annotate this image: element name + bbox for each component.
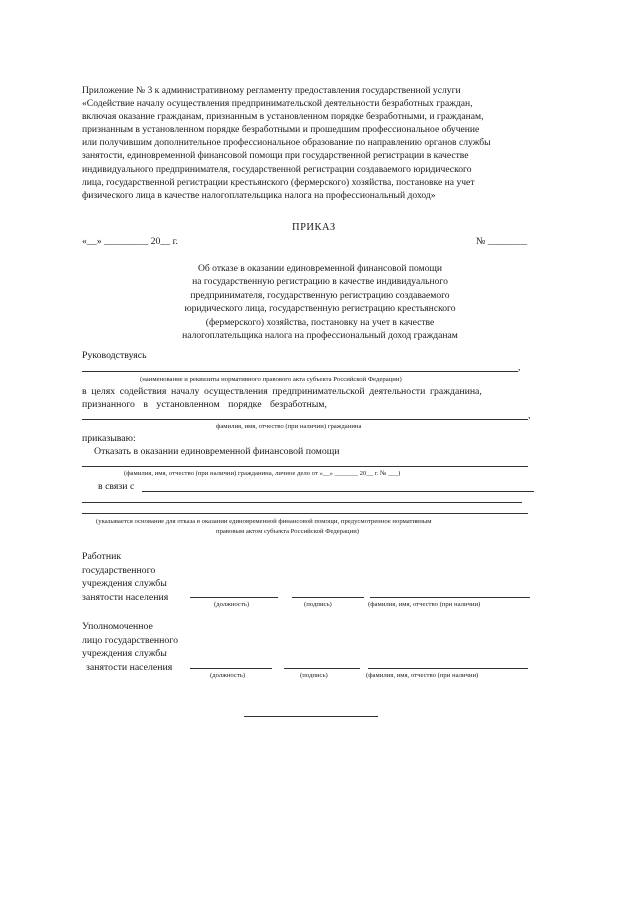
act-hint: (наименование и реквизиты нормативного правового акта субъекта Российской Федерации) [140,376,402,383]
reason-hint: правовым актом субъекта Российской Федерации) [216,528,360,535]
signer-1-role [82,550,168,604]
comma: , [518,362,521,373]
guided-by-label: Руководствуясь [82,350,147,361]
due-to-label: в связи с [98,481,135,492]
preamble-line: физического лица в качестве налогоплательщика налога на профессиональный доход» [82,189,436,201]
position-hint: (должность) [210,672,246,679]
comma: , [528,410,531,421]
role-line: Работник [82,551,122,562]
role-line: государственного [82,564,156,576]
citizen-name-hint: фамилия, имя, отчество (при наличии) гражданина [216,423,362,430]
order-date: «__» _________ 20__ г. [82,236,178,247]
signer-1-signature-line[interactable] [292,597,364,598]
name-hint: (фамилия, имя, отчество (при наличии) [366,672,479,679]
signer-2-signature-line[interactable] [284,668,360,669]
role-line: занятости населения [86,661,173,673]
subject-line: (фермерского) хозяйства, постановку на учет в качестве [205,316,435,328]
role-line: занятости населения [82,591,169,603]
position-hint: (должность) [214,601,250,608]
role-line: Уполномоченное [82,621,153,632]
order-word: приказываю: [82,433,136,444]
signer-1-position-line[interactable] [190,597,278,598]
preamble-line: «Содействие началу осуществления предпринимательской деятельности безработных граждан, [82,98,473,110]
signature-hint: (подпись) [304,601,332,608]
reason-input-line-3[interactable] [82,513,528,514]
preamble-line: включая оказание гражданам, признанным в установленном порядке безработными, и гражданам, [82,111,484,123]
person-hint: (фамилия, имя, отчество (при наличии) гражданина, личное дело от «__» _______ 20__ г. № ___) [124,470,401,477]
name-hint: (фамилия, имя, отчество (при наличии) [368,601,481,608]
preamble-line: занятости, единовременной финансовой помощи при государственной регистрации в качестве [82,150,469,162]
signer-1-name-line[interactable] [370,597,530,598]
preamble-line: или получившим дополнительное профессиональное образование по направлению органов службы [82,137,491,149]
subject-line: юридического лица, государственную регистрацию крестьянского [184,303,456,315]
signer-2-position-line[interactable] [190,668,272,669]
bottom-separator [244,716,378,717]
signer-2-name-line[interactable] [368,668,528,669]
preamble-line: Приложение № 3 к административному регламенту предоставления государственной услуги [82,85,461,96]
subject-line: на государственную регистрацию в качестве индивидуального [192,276,448,288]
subject-line: предпринимателя, государственную регистрацию создаваемого [190,289,450,301]
person-input-line[interactable] [82,466,528,467]
preamble-line: индивидуального предпринимателя, государственной регистрации создаваемого юридического [82,163,472,175]
purpose-line-2: признанного в установленном порядке безработным, [82,399,327,410]
role-line: учреждения службы [82,648,167,659]
order-title: ПРИКАЗ [292,222,336,233]
order-number: № ________ [476,236,527,247]
reason-input-line-1[interactable] [142,491,534,492]
subject-line: налогоплательщика налога на профессиональный доход гражданам [182,330,458,342]
purpose-line-1: в целях содействия началу осуществления предпринимательской деятельности гражданина, [82,386,482,397]
reason-input-line-2[interactable] [82,502,522,503]
order-subject [150,262,490,342]
reason-hint: (указывается основание для отказа в оказании единовременной финансовой помощи, предусмотренное нормативным [96,518,432,525]
appendix-preamble [82,84,542,202]
signature-hint: (подпись) [300,672,328,679]
signer-2-role [82,620,178,674]
preamble-line: признанным в установленном порядке безработными и прошедшим профессиональное обучение [82,124,480,136]
refuse-text: Отказать в оказании единовременной финансовой помощи [94,446,340,457]
preamble-line: лица, государственной регистрации крестьянского (фермерского) хозяйства, постановке на учет [82,176,475,188]
citizen-name-line[interactable] [82,419,528,420]
act-input-line[interactable] [82,371,518,372]
role-line: лицо государственного [82,634,178,646]
subject-line: Об отказе в оказании единовременной финансовой помощи [197,263,443,274]
role-line: учреждения службы [82,578,167,589]
